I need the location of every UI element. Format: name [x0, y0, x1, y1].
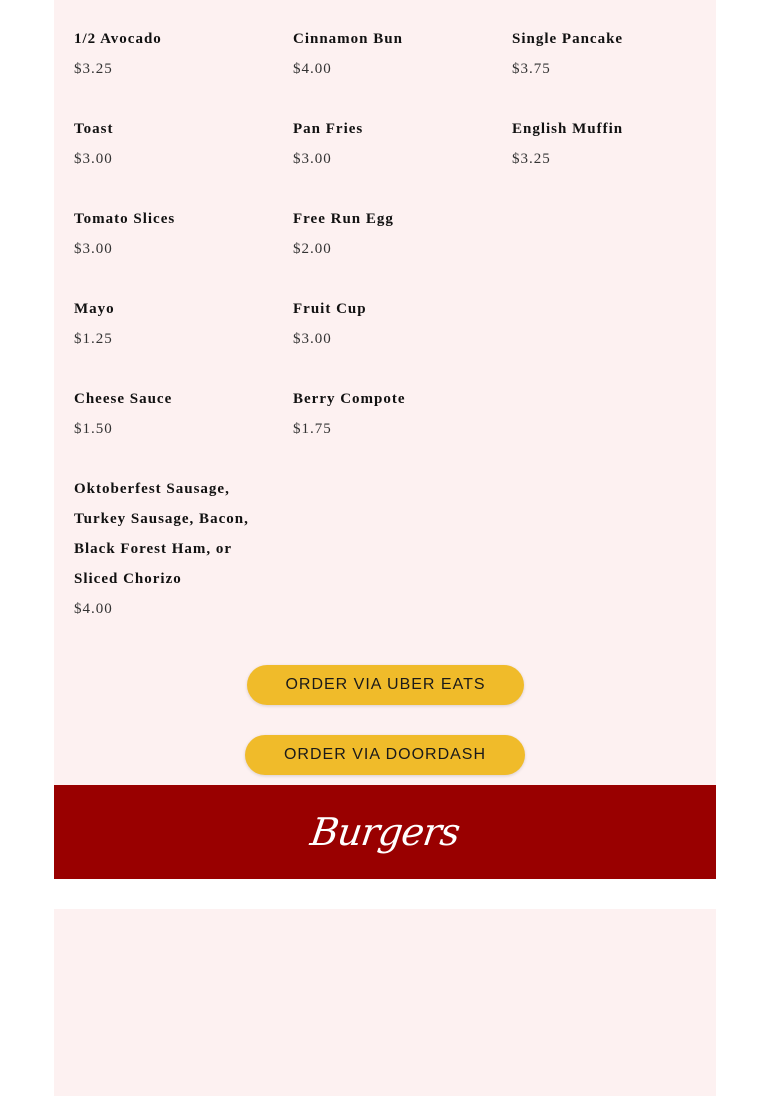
section-title: Burgers [307, 810, 463, 854]
menu-item-name: Fruit Cup [293, 301, 367, 317]
menu-item-name: 1/2 Avocado [74, 31, 162, 47]
menu-item-name: Pan Fries [293, 121, 364, 137]
menu-item [293, 204, 493, 264]
menu-item-price: $3.00 [74, 151, 113, 167]
menu-item-name: Toast [74, 121, 114, 137]
order-doordash-button[interactable]: ORDER VIA DOORDASH [245, 735, 525, 775]
menu-item-price: $3.00 [293, 151, 332, 167]
menu-item-price: $3.75 [512, 61, 551, 77]
menu-item [293, 294, 493, 354]
menu-item-name: Free Run Egg [293, 211, 394, 227]
menu-item [512, 114, 712, 174]
menu-item-name: Cheese Sauce [74, 391, 173, 407]
menu-item-price: $1.50 [74, 421, 113, 437]
menu-item-name: Mayo [74, 301, 115, 317]
menu-item-price: $3.00 [293, 331, 332, 347]
menu-item [74, 114, 274, 174]
order-uber-eats-button[interactable]: ORDER VIA UBER EATS [247, 665, 524, 705]
menu-panel-burgers [54, 909, 716, 1096]
section-banner [54, 785, 716, 879]
menu-item-price: $4.00 [293, 61, 332, 77]
menu-item [293, 114, 493, 174]
menu-item [293, 384, 493, 444]
menu-item-price: $3.25 [74, 61, 113, 77]
menu-item-price: $3.00 [74, 241, 113, 257]
menu-item-name: Oktoberfest Sausage, Turkey Sausage, Bacon, Black Forest Ham, or Sliced Chorizo [74, 481, 249, 587]
menu-item [512, 24, 712, 84]
menu-item-name: Single Pancake [512, 31, 624, 47]
menu-item [293, 24, 493, 84]
menu-panel [54, 0, 716, 785]
menu-item [74, 474, 254, 624]
menu-item [74, 204, 274, 264]
menu-item-price: $4.00 [74, 601, 113, 617]
menu-item-name: English Muffin [512, 121, 624, 137]
menu-item-price: $2.00 [293, 241, 332, 257]
menu-item-price: $1.25 [74, 331, 113, 347]
menu-item-price: $3.25 [512, 151, 551, 167]
menu-item [74, 24, 274, 84]
menu-item-price: $1.75 [293, 421, 332, 437]
menu-item-name: Berry Compote [293, 391, 406, 407]
menu-item-name: Cinnamon Bun [293, 31, 403, 47]
menu-item [74, 384, 274, 444]
menu-item [74, 294, 274, 354]
menu-item-name: Tomato Slices [74, 211, 176, 227]
